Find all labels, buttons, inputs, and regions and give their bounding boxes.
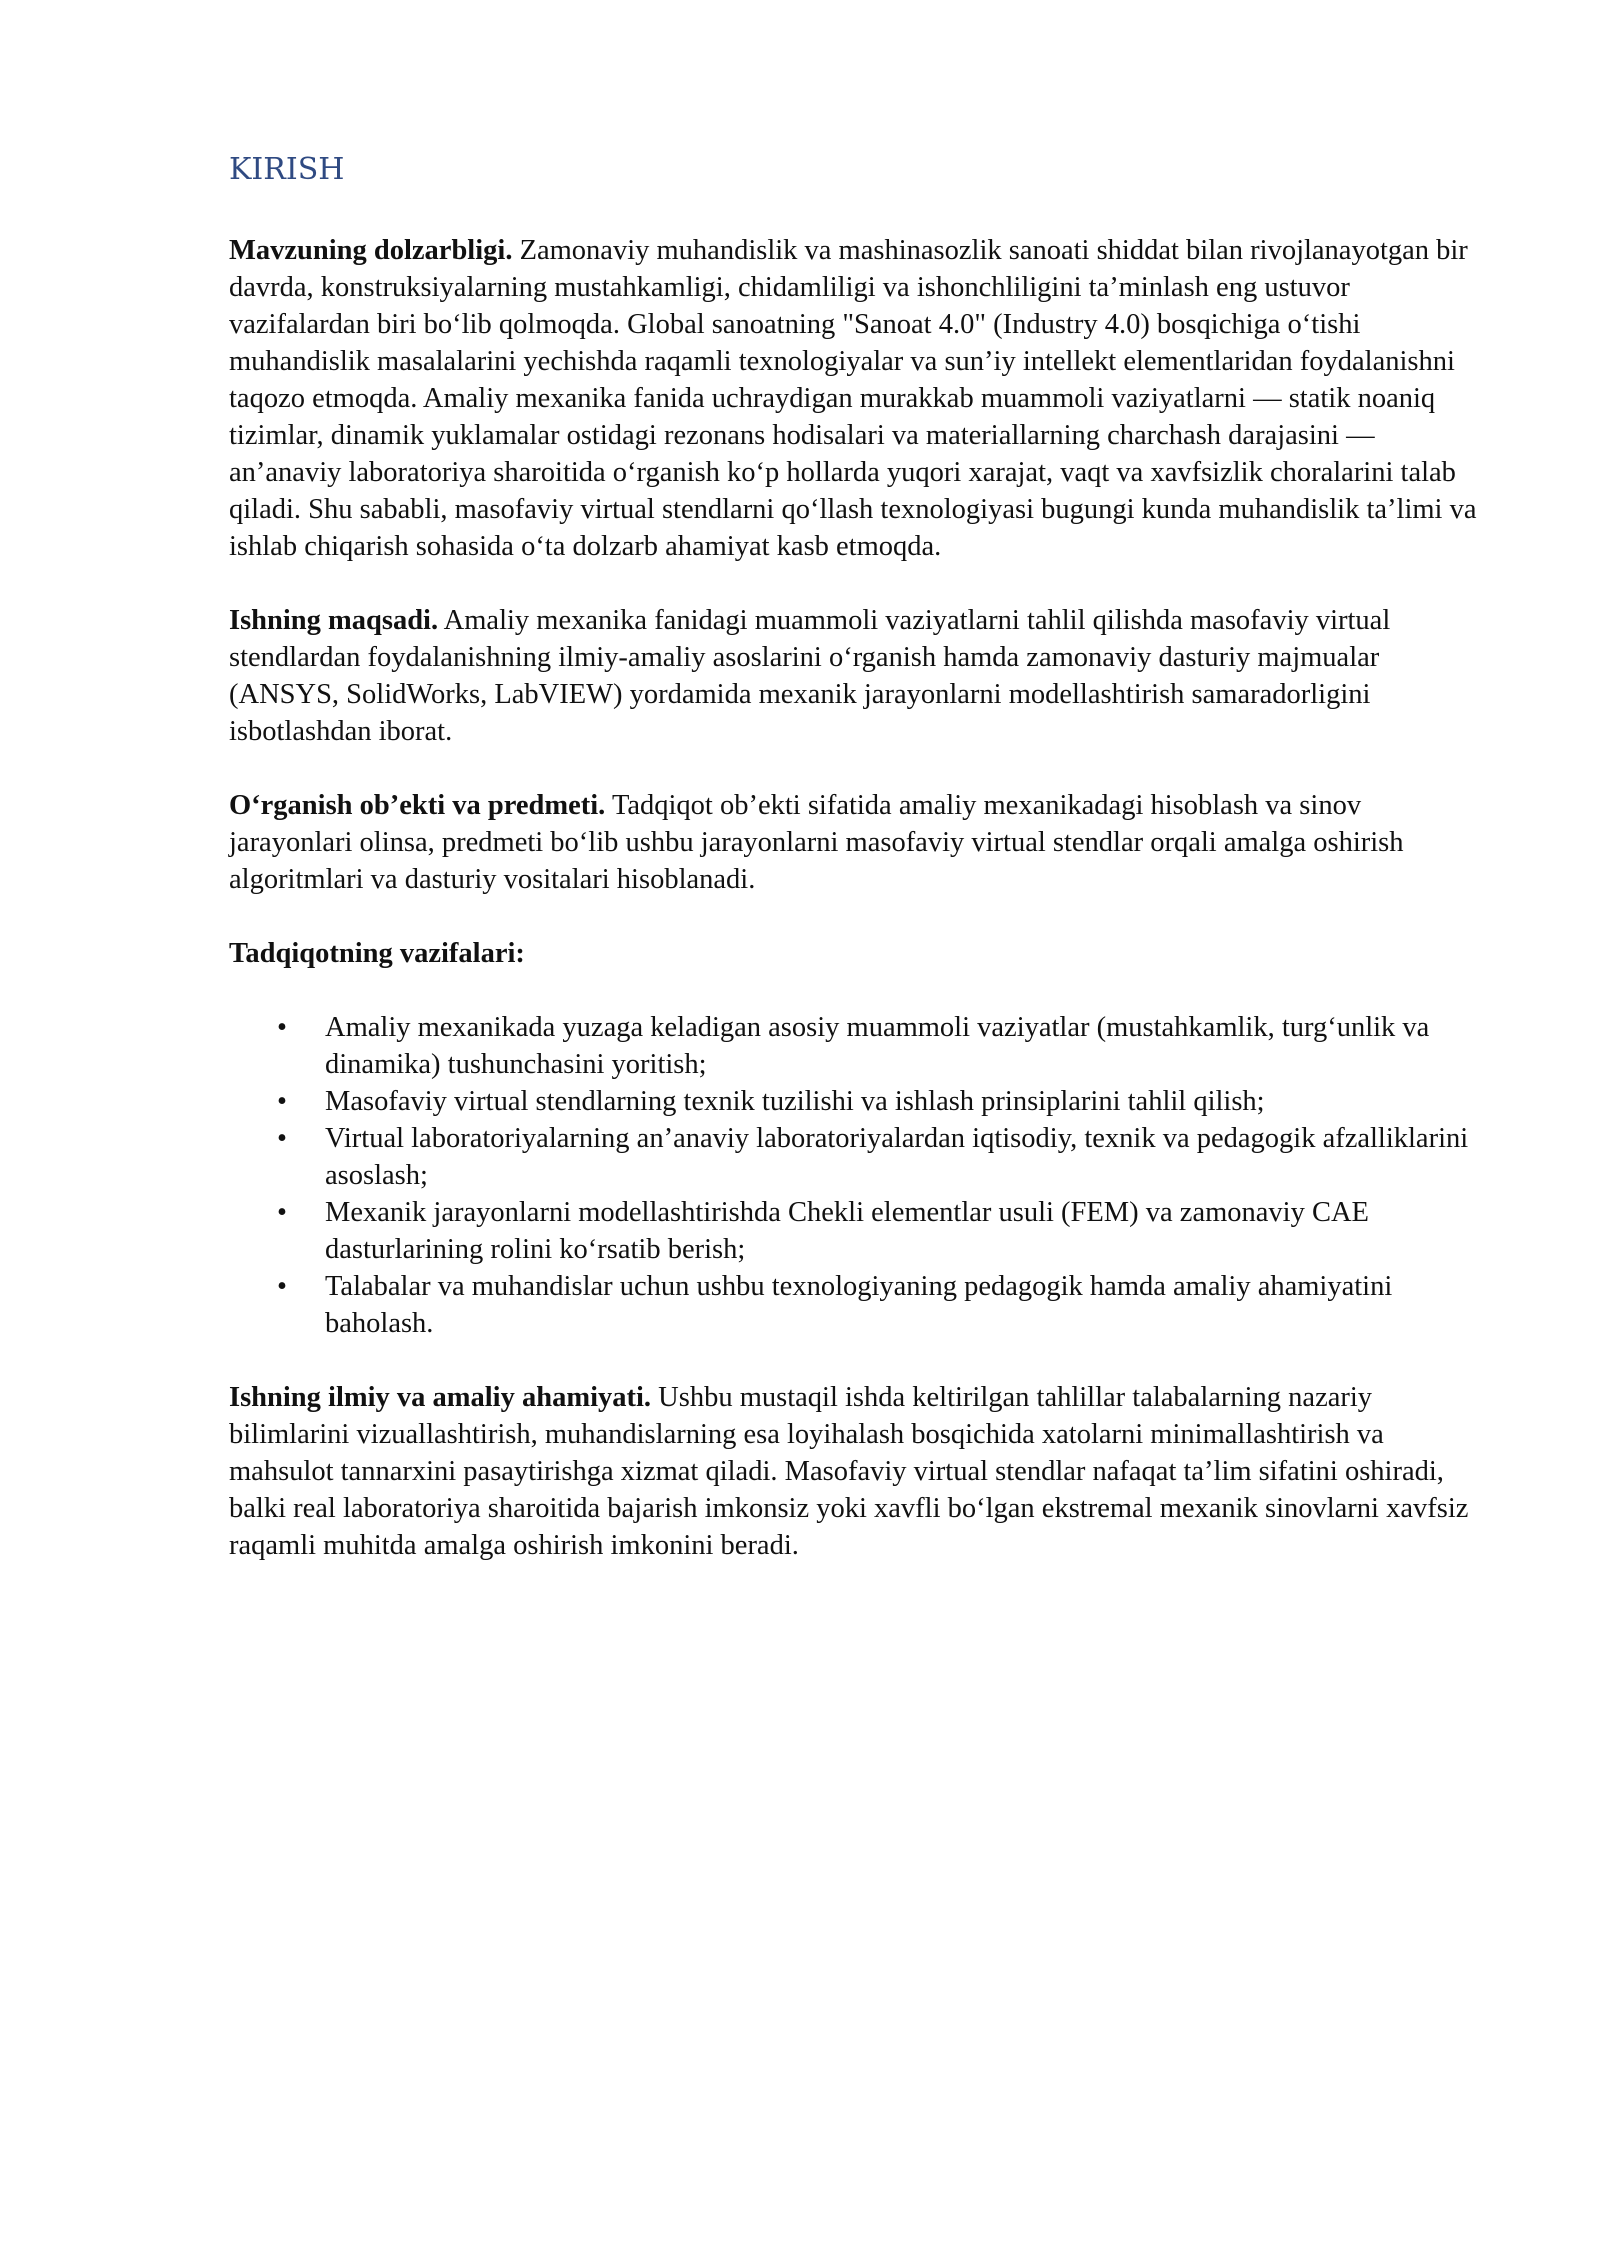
goal-paragraph bbox=[229, 602, 1491, 750]
bullet-icon: • bbox=[277, 1123, 287, 1154]
list-item-text: Amaliy mexanikada yuzaga keladigan asosiy muammoli vaziyatlar (mustahkamlik, turg‘unlik va dinamika) tushunchasini yoritish; bbox=[325, 1012, 1430, 1080]
document-page bbox=[229, 150, 1491, 1601]
list-item-text: Mexanik jarayonlarni modellashtirishda Chekli elementlar usuli (FEM) va zamonaviy CAE dasturlarining rolini ko‘rsatib berish; bbox=[325, 1197, 1369, 1265]
significance-paragraph bbox=[229, 1379, 1491, 1564]
object-text: Tadqiqot ob’ekti sifatida amaliy mexanikadagi hisoblash va sinov jarayonlari olinsa, predmeti bo‘lib ushbu jarayonlarni masofaviy virtual stendlar orqali amalga oshirish algoritmlari va dasturiy vositalari hisoblanadi. bbox=[229, 790, 1404, 895]
list-item bbox=[229, 1120, 1491, 1194]
list-item bbox=[229, 1083, 1491, 1120]
significance-label: Ishning ilmiy va amaliy ahamiyati. bbox=[229, 1382, 652, 1413]
relevance-paragraph bbox=[229, 232, 1491, 565]
bullet-icon: • bbox=[277, 1271, 287, 1302]
list-item bbox=[229, 1268, 1491, 1342]
tasks-heading-paragraph bbox=[229, 935, 1491, 972]
goal-label: Ishning maqsadi. bbox=[229, 605, 439, 636]
list-item-text: Virtual laboratoriyalarning an’anaviy laboratoriyalardan iqtisodiy, texnik va pedagogik afzalliklarini asoslash; bbox=[325, 1123, 1469, 1191]
bullet-icon: • bbox=[277, 1012, 287, 1043]
object-label: O‘rganish ob’ekti va predmeti. bbox=[229, 790, 606, 821]
list-item bbox=[229, 1194, 1491, 1268]
goal-text: Amaliy mexanika fanidagi muammoli vaziyatlarni tahlil qilishda masofaviy virtual stendlardan foydalanishning ilmiy-amaliy asoslarini o‘rganish hamda zamonaviy dasturiy majmualar (ANSYS, SolidWorks, LabVIEW) yordamida mexanik jarayonlarni modellashtirish samaradorligini isbotlashdan iborat. bbox=[229, 605, 1391, 747]
section-heading: KIRISH bbox=[229, 152, 345, 187]
object-paragraph bbox=[229, 787, 1491, 898]
tasks-label: Tadqiqotning vazifalari: bbox=[229, 938, 525, 969]
list-item-text: Masofaviy virtual stendlarning texnik tuzilishi va ishlash prinsiplarini tahlil qilish; bbox=[325, 1086, 1265, 1117]
bullet-icon: • bbox=[277, 1086, 287, 1117]
significance-text: Ushbu mustaqil ishda keltirilgan tahlillar talabalarning nazariy bilimlarini vizuallashtirish, muhandislarning esa loyihalash bosqichida xatolarni minimallashtirish va mahsulot tannarxini pasaytirishga xizmat qiladi. Masofaviy virtual stendlar nafaqat ta’lim sifatini oshiradi, balki real laboratoriya sharoitida bajarish imkonsiz yoki xavfli bo‘lgan ekstremal mexanik sinovlarni xavfsiz raqamli muhitda amalga oshirish imkonini beradi. bbox=[229, 1382, 1469, 1561]
bullet-icon: • bbox=[277, 1197, 287, 1228]
relevance-text: Zamonaviy muhandislik va mashinasozlik sanoati shiddat bilan rivojlanayotgan bir davrda, konstruksiyalarning mustahkamligi, chidamliligi va ishonchliligini ta’minlash eng ustuvor vazifalardan biri bo‘lib qolmoqda. Global sanoatning "Sanoat 4.0" (Industry 4.0) bosqichiga o‘tishi muhandislik masalalarini yechishda raqamli texnologiyalar va sun’iy intellekt elementlaridan foydalanishni taqozo etmoqda. Amaliy mexanika fanida uchraydigan murakkab muammoli vaziyatlarni — statik noaniq tizimlar, dinamik yuklamalar ostidagi rezonans hodisalari va materiallarning charchash darajasini — an’anaviy laboratoriya sharoitida o‘rganish ko‘p hollarda yuqori xarajat, vaqt va xavfsizlik choralarini talab qiladi. Shu sababli, masofaviy virtual stendlarni qo‘llash texnologiyasi bugungi kunda muhandislik ta’limi va ishlab chiqarish sohasida o‘ta dolzarb ahamiyat kasb etmoqda. bbox=[229, 235, 1477, 562]
list-item-text: Talabalar va muhandislar uchun ushbu texnologiyaning pedagogik hamda amaliy ahamiyatini baholash. bbox=[325, 1271, 1393, 1339]
list-item bbox=[229, 1009, 1491, 1083]
relevance-label: Mavzuning dolzarbligi. bbox=[229, 235, 513, 266]
tasks-list bbox=[229, 1009, 1491, 1342]
